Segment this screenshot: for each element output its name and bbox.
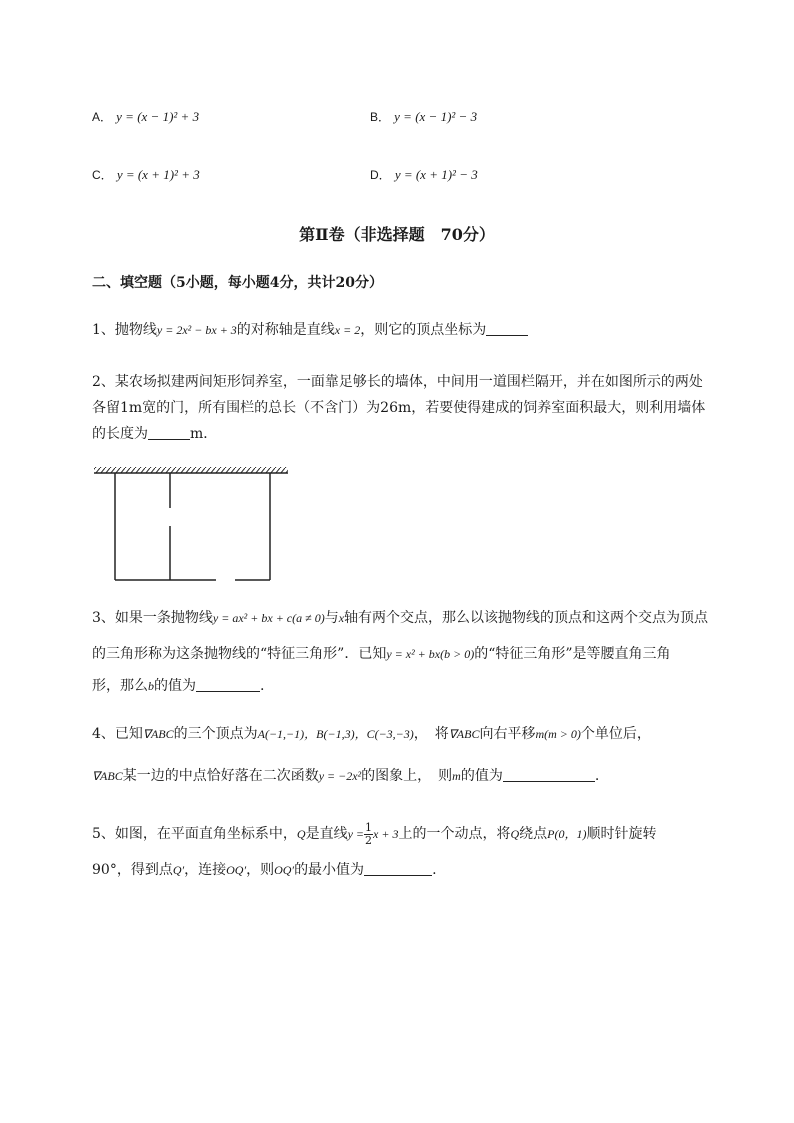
q1-expr2: x = 2 — [334, 323, 361, 337]
q4-l1-mid3: 向右平移 — [479, 726, 536, 742]
option-a-letter: A． — [92, 110, 113, 124]
q4-l2-mid2: 的图象上， 则 — [361, 768, 453, 784]
q5-l1-prefix: 5、如图，在平面直角坐标系中， — [92, 826, 297, 842]
q3-l1-expr: y = ax² + bx + c(a ≠ 0) — [212, 611, 325, 625]
question-3-line-2 — [92, 640, 671, 668]
q3-l2-prefix: 的三角形称为这条抛物线的“特征三角形”．已知 — [92, 646, 387, 662]
question-5-line-2 — [92, 856, 437, 884]
q5-l2-suffix: 的最小值为 — [294, 862, 365, 878]
q5-fraction-numerator: 1 — [365, 820, 373, 834]
question-1 — [92, 316, 528, 344]
wall-hatching — [94, 467, 288, 473]
q3-l1-x: x — [338, 611, 345, 625]
q3-l1-prefix: 3、如果一条抛物线 — [92, 610, 213, 626]
q3-answer-blank — [196, 677, 260, 692]
option-a-expr: y = (x − 1)² + 3 — [116, 109, 200, 124]
option-b-letter: B． — [370, 110, 391, 124]
q4-l1-points: A(−1,−1)，B(−1,3)，C(−3,−3) — [257, 727, 414, 741]
q2-answer-blank — [148, 425, 190, 440]
option-c — [92, 166, 200, 183]
q4-l2-mid: 某一边的中点恰好落在二次函数 — [122, 768, 319, 784]
option-c-letter: C． — [92, 168, 113, 182]
q1-expr: y = 2x² − bx + 3 — [156, 323, 237, 337]
q4-l2-suffix: 的值为 — [460, 768, 503, 784]
q3-end-mark: . — [260, 678, 265, 694]
q2-line3-suffix: m． — [190, 426, 218, 442]
option-b-expr: y = (x − 1)² − 3 — [394, 109, 478, 124]
option-d-expr: y = (x + 1)² − 3 — [394, 167, 478, 182]
q4-l1-tri2: ∇ABC — [448, 727, 480, 741]
q3-l3-var: b — [148, 679, 154, 693]
question-5-line-1 — [92, 820, 656, 848]
q3-l2-expr: y = x² + bx(b > 0) — [386, 647, 475, 661]
q4-l2-tri: ∇ABC — [92, 769, 123, 783]
q5-l2-qprime: Q′ — [172, 863, 185, 877]
q5-l2-prefix: 90°，得到点 — [92, 862, 173, 878]
q5-l1-p: P(0，1) — [547, 827, 587, 841]
option-b — [370, 108, 477, 125]
question-4-line-1 — [92, 720, 651, 748]
option-d-letter: D． — [370, 168, 391, 182]
question-3-line-3 — [92, 672, 264, 700]
q4-l1-prefix: 4、已知 — [92, 726, 143, 742]
q3-l1-mid: 与 — [324, 610, 339, 626]
q5-l2-mid: ，连接 — [184, 862, 227, 878]
q5-end-mark: . — [432, 862, 437, 878]
q3-l3-prefix: 形，那么 — [92, 678, 148, 694]
q5-l1-tail: x + 3 — [373, 827, 399, 841]
q3-l3-suffix: 的值为 — [154, 678, 196, 694]
q4-l1-tri: ∇ABC — [142, 727, 174, 741]
q1-mid: 的对称轴是直线 — [236, 322, 335, 338]
q5-l2-mid2: ，则 — [246, 862, 275, 878]
q4-l1-mid: 的三个顶点为 — [173, 726, 258, 742]
q5-l1-y: y = — [347, 827, 365, 841]
option-a — [92, 108, 199, 125]
option-c-expr: y = (x + 1)² + 3 — [116, 167, 200, 182]
q4-l1-m: m(m > 0) — [535, 727, 581, 741]
q5-fraction — [364, 822, 373, 847]
q2-line3-prefix: 的长度为 — [92, 426, 148, 442]
part-heading: 二、填空题（5小题，每小题4分，共计20分） — [92, 275, 383, 291]
q1-answer-blank — [486, 321, 528, 336]
q5-answer-blank — [364, 861, 432, 876]
q5-l2-oq2: OQ′ — [274, 863, 295, 877]
q3-l1-suffix: 轴有两个交点，那么以该抛物线的顶点和这两个交点为顶点 — [344, 610, 709, 626]
q5-l1-mid2: 上的一个动点，将 — [398, 826, 511, 842]
q5-l2-oq: OQ′ — [226, 863, 247, 877]
question-2-line-2: 各留1m宽的门，所有围栏的总长（不含门）为26m，若要使得建成的饲养室面积最大，则利用墙体 — [92, 400, 706, 416]
q5-l1-suffix: 顺时针旋转 — [586, 826, 657, 842]
question-3-line-1 — [92, 604, 708, 632]
q1-prefix: 1、抛物线 — [92, 322, 157, 338]
q5-l1-q2: Q — [510, 827, 520, 841]
q5-l1-mid3: 绕点 — [519, 826, 548, 842]
section-title: 第Ⅱ卷（非选择题 70分） — [299, 225, 495, 244]
option-d — [370, 166, 478, 183]
q3-l2-suffix: 的“特征三角形”是等腰直角三角 — [474, 646, 671, 662]
question-4-line-2 — [92, 762, 599, 790]
q4-end-mark: . — [594, 768, 600, 784]
question-2-line-1: 2、某农场拟建两间矩形饲养室，一面靠足够长的墙体，中间用一道围栏隔开，并在如图所示的两处 — [92, 374, 703, 390]
q5-l1-q: Q — [296, 827, 306, 841]
enclosure-figure — [90, 462, 296, 586]
q4-l2-m: m — [452, 769, 461, 783]
q5-l1-mid: 是直线 — [305, 826, 348, 842]
q5-fraction-denominator: 2 — [365, 833, 373, 847]
q4-l2-expr: y = −2x² — [318, 769, 362, 783]
q4-l1-mid2: ， 将 — [413, 726, 449, 742]
q4-answer-blank — [503, 767, 595, 782]
question-2-line-3 — [92, 420, 217, 448]
q1-suffix: ，则它的顶点坐标为 — [360, 322, 487, 338]
q4-l1-suffix: 个单位后， — [580, 726, 651, 742]
